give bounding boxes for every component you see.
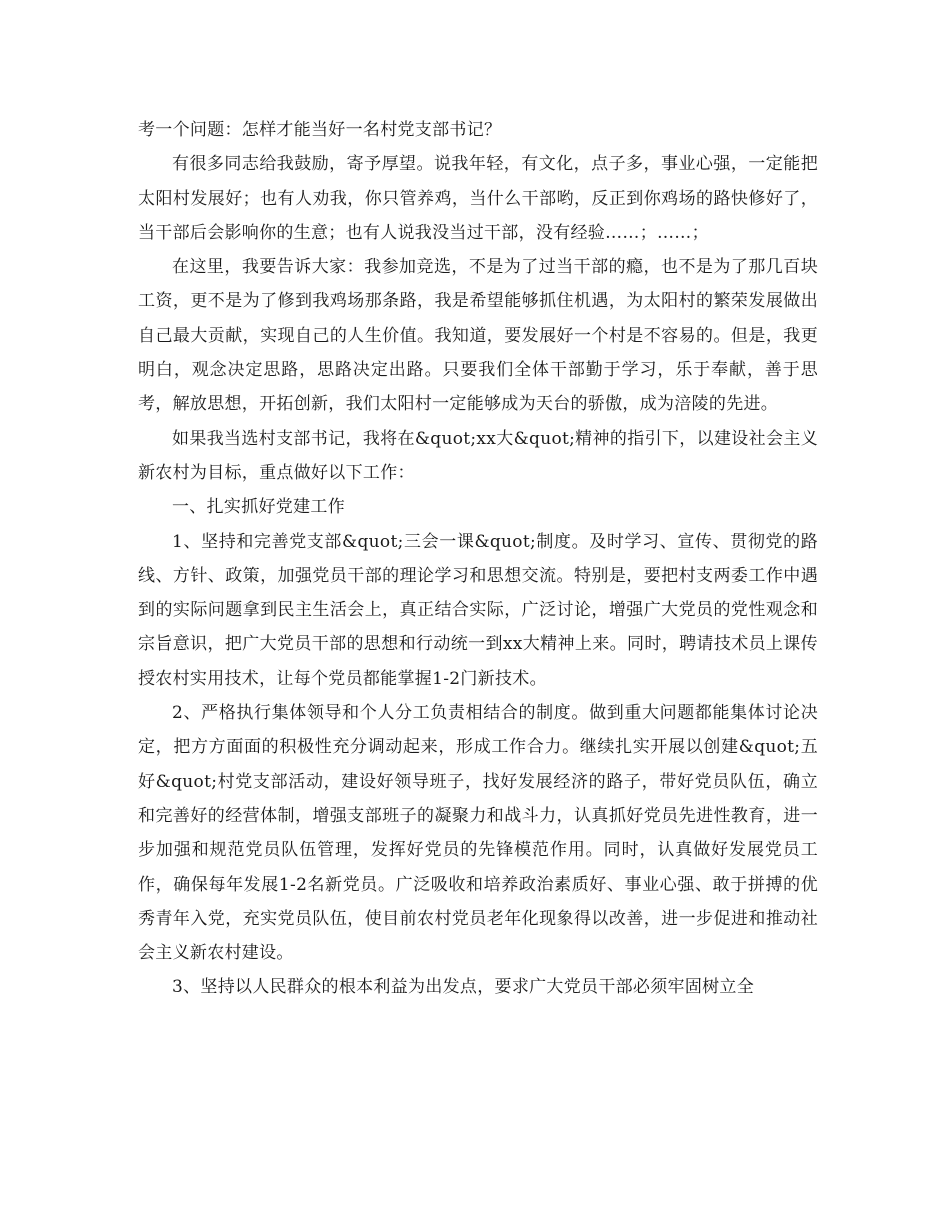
paragraph: 在这里，我要告诉大家：我参加竞选，不是为了过当干部的瘾，也不是为了那几百块工资，更不是为了修到我鸡场那条路，我是希望能够抓住机遇，为太阳村的繁荣发展做出自己最大贡献，实现自己的人生价值。我知道，要发展好一个村是不容易的。但是，我更明白，观念决定思路，思路决定出路。只要我们全体干部勤于学习，乐于奉献，善于思考，解放思想，开拓创新，我们太阳村一定能够成为天台的骄傲，成为涪陵的先进。 [138, 257, 818, 415]
paragraph: 2、严格执行集体领导和个人分工负责相结合的制度。做到重大问题都能集体讨论决定，把方方面面的积极性充分调动起来，形成工作合力。继续扎实开展以创建&quot;五好&quot;村党支部活动，建设好领导班子，找好发展经济的路子，带好党员队伍，确立和完善好的经营体制，增强支部班子的凝聚力和战斗力，认真抓好党员先进性教育，进一步加强和规范党员队伍管理，发挥好党员的先锋模范作用。同时，认真做好发展党员工作，确保每年发展1-2名新党员。广泛吸收和培养政治素质好、事业心强、敢于拼搏的优秀青年入党，充实党员队伍，使目前农村党员老年化现象得以改善，进一步促进和推动社会主义新农村建设。 [138, 703, 818, 964]
section-heading: 一、扎实抓好党建工作 [172, 497, 345, 518]
paragraph: 1、坚持和完善党支部&quot;三会一课&quot;制度。及时学习、宣传、贯彻党的路线、方针、政策，加强党员干部的理论学习和思想交流。特别是，要把村支两委工作中遇到的实际问题拿到民主生活会上，真正结合实际，广泛讨论，增强广大党员的党性观念和宗旨意识，把广大党员干部的思想和行动统一到xx大精神上来。同时，聘请技术员上课传授农村实用技术，让每个党员都能掌握1-2门新技术。 [138, 531, 818, 689]
paragraph: 有很多同志给我鼓励，寄予厚望。说我年轻，有文化，点子多，事业心强，一定能把太阳村发展好；也有人劝我，你只管养鸡，当什么干部哟，反正到你鸡场的路快修好了，当干部后会影响你的生意；也有人说我没当过干部，没有经验……；……； [138, 154, 818, 243]
paragraph-continued: 考一个问题：怎样才能当好一名村党支部书记？ [138, 120, 502, 140]
paragraph: 如果我当选村支部书记，我将在&quot;xx大&quot;精神的指引下，以建设社会主义新农村为目标，重点做好以下工作： [138, 428, 818, 483]
paragraph: 3、坚持以人民群众的根本利益为出发点，要求广大党员干部必须牢固树立全 [172, 977, 755, 998]
document-body [138, 113, 818, 1005]
